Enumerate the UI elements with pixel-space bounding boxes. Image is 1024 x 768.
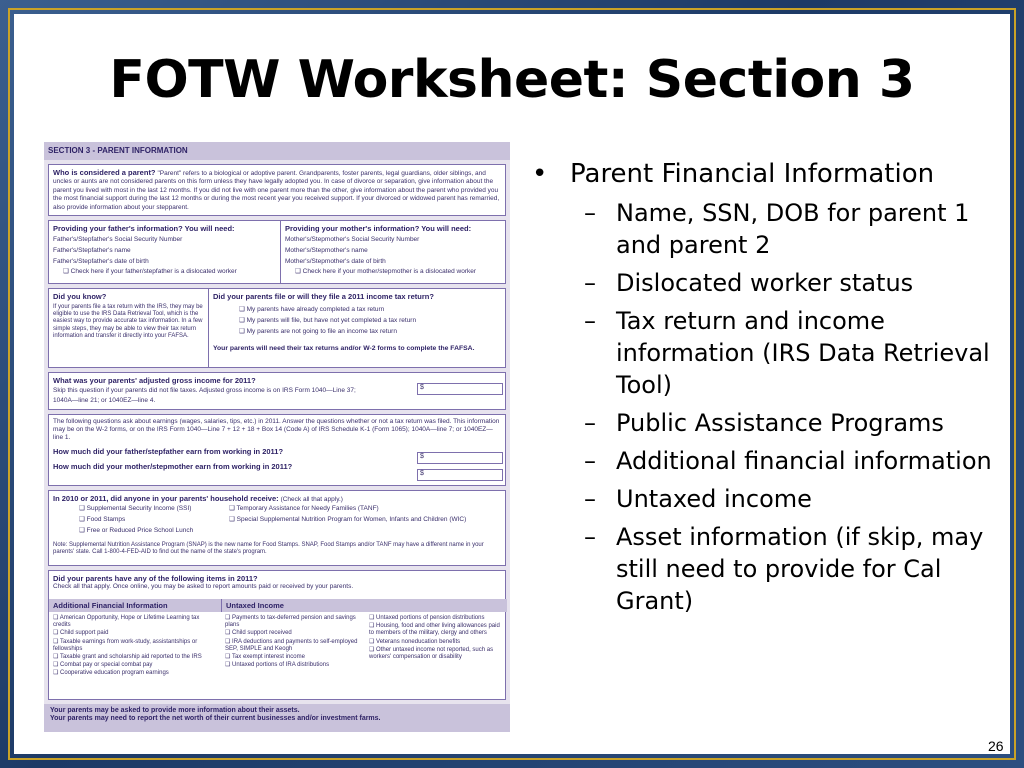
untaxed-checkbox[interactable]: ❑ IRA deductions and payments to self-employed SEP, SIMPLE and Keogh — [225, 639, 365, 653]
sub-bullet-text: Tax return and income information (IRS Data Retrieval Tool) — [616, 307, 990, 399]
benefits-left — [79, 505, 193, 534]
untaxed-checkbox[interactable]: ❑ Untaxed portions of pension distributions — [369, 615, 503, 622]
untaxed-checkbox[interactable]: ❑ Housing, food and other living allowances paid to members of the military, clergy and others — [369, 623, 503, 637]
agi-input[interactable]: $ — [417, 383, 503, 395]
agi-instructions-2: 1040A—line 21; or 1040EZ—line 4. — [53, 396, 156, 404]
additional-checkbox[interactable]: ❑ Taxable earnings from work-study, assistantships or fellowships — [53, 639, 217, 653]
untaxed-checkbox[interactable]: ❑ Other untaxed income not reported, such as workers' compensation or disability — [369, 647, 503, 661]
who-is-parent-box — [48, 164, 506, 216]
sub-bullet-text: Asset information (if skip, may still need to provide for Cal Grant) — [616, 523, 984, 615]
additional-list — [53, 615, 217, 678]
bullet-main-text: Parent Financial Information — [570, 159, 935, 189]
benefits-note: Note: Supplemental Nutrition Assistance Program (SNAP) is the new name for Food Stamps. SNAP, Food Stamps and/or TANF may have a different name in your parents' state. Call 1-800-4-FED-AID to find out the name of the state's program. — [53, 542, 484, 556]
sub-bullet — [530, 407, 1000, 439]
tax-return-note: Your parents will need their tax returns and/or W-2 forms to complete the FAFSA. — [213, 345, 475, 353]
father-earnings-question: How much did your father/stepfather earn from working in 2011? — [53, 447, 284, 457]
dash-icon: – — [584, 447, 596, 475]
untaxed-list-a — [225, 615, 365, 669]
dash-icon: – — [584, 485, 596, 513]
sub-bullet — [530, 521, 1000, 617]
sub-bullet — [530, 483, 1000, 515]
dash-icon: – — [584, 409, 596, 437]
benefits-box — [48, 490, 506, 566]
agi-instructions: Skip this question if your parents did not file taxes. Adjusted gross income is on IRS Form 1040—Line 37; — [53, 387, 356, 394]
benefit-checkbox[interactable]: ❑ Food Stamps — [79, 516, 193, 524]
benefit-checkbox[interactable]: ❑ Supplemental Security Income (SSI) — [79, 505, 193, 513]
benefit-checkbox[interactable]: ❑ Free or Reduced Price School Lunch — [79, 527, 193, 535]
father-mother-box — [48, 220, 506, 284]
sub-bullet-text: Name, SSN, DOB for parent 1 and parent 2 — [616, 199, 970, 259]
did-you-know-text: If your parents file a tax return with the IRS, they may be eligible to use the IRS Data Retrieval Tool, which is the easiest way to provide accurate tax information. In a few simple steps, they may be able to view their tax return information and transfer it directly into your FAFSA. — [53, 304, 203, 339]
file-tax-column — [209, 289, 507, 367]
mother-earnings-question: How much did your mother/stepmother earn from working in 2011? — [53, 462, 293, 472]
agi-head: What was your parents' adjusted gross income for 2011? — [53, 376, 256, 385]
benefits-head: In 2010 or 2011, did anyone in your parents' household receive: — [53, 494, 279, 503]
father-dislocated-checkbox[interactable]: ❑ Check here if your father/stepfather is a dislocated worker — [53, 268, 276, 276]
slide-number: 26 — [988, 738, 1004, 754]
father-earnings-input[interactable]: $ — [417, 452, 503, 464]
mother-dislocated-checkbox[interactable]: ❑ Check here if your mother/stepmother is a dislocated worker — [285, 268, 503, 276]
items-sub: Check all that apply. Once online, you may be asked to report amounts paid or received by your parents. — [53, 583, 354, 590]
benefits-head-note: (Check all that apply.) — [280, 496, 343, 503]
untaxed-head: Untaxed Income — [221, 599, 507, 612]
file-tax-head: Did your parents file or will they file a 2011 income tax return? — [213, 292, 434, 301]
mother-item: Mother's/Stepmother's date of birth — [285, 257, 386, 265]
assets-line-2: Your parents may need to report the net worth of their current businesses and/or investment farms. — [50, 715, 381, 723]
sub-bullet-text: Public Assistance Programs — [616, 409, 944, 437]
tax-option-checkbox[interactable]: ❑ My parents are not going to file an income tax return — [213, 328, 503, 336]
sub-bullet — [530, 267, 1000, 299]
untaxed-checkbox[interactable]: ❑ Child support received — [225, 630, 365, 637]
tax-option-checkbox[interactable]: ❑ My parents will file, but have not yet completed a tax return — [213, 317, 503, 325]
dash-icon: – — [584, 199, 596, 227]
sub-bullet — [530, 305, 1000, 401]
additional-checkbox[interactable]: ❑ Taxable grant and scholarship aid reported to the IRS — [53, 654, 217, 661]
slide-title: FOTW Worksheet: Section 3 — [109, 50, 915, 110]
benefits-right — [229, 505, 466, 524]
mother-item: Mother's/Stepmother's Social Security Number — [285, 236, 420, 243]
items-header — [49, 571, 505, 594]
additional-checkbox[interactable]: ❑ Cooperative education program earnings — [53, 670, 217, 677]
mother-earnings-input[interactable]: $ — [417, 469, 503, 481]
additional-checkbox[interactable]: ❑ American Opportunity, Hope or Lifetime Learning tax credits — [53, 615, 217, 629]
untaxed-checkbox[interactable]: ❑ Tax exempt interest income — [225, 654, 365, 661]
mother-head: Providing your mother's information? You will need: — [285, 224, 472, 233]
benefit-checkbox[interactable]: ❑ Special Supplemental Nutrition Program for Women, Infants and Children (WIC) — [229, 516, 466, 524]
father-item: Father's/Stepfather's name — [53, 246, 131, 254]
who-question: Who is considered a parent? — [53, 168, 156, 177]
bullet-list — [530, 158, 1000, 623]
worksheet-header: SECTION 3 - PARENT INFORMATION — [44, 142, 510, 160]
additional-checkbox[interactable]: ❑ Combat pay or special combat pay — [53, 662, 217, 669]
additional-head: Additional Financial Information — [49, 599, 221, 612]
father-column — [49, 221, 281, 283]
dash-icon: – — [584, 269, 596, 297]
mother-item: Mother's/Stepmother's name — [285, 246, 368, 254]
earnings-box — [48, 414, 506, 486]
untaxed-checkbox[interactable]: ❑ Veterans noneducation benefits — [369, 639, 503, 646]
earnings-text: The following questions ask about earnings (wages, salaries, tips, etc.) in 2011. Answer the questions whether or not a tax return was filed. This information may be on the W-2 forms, or on the IRS Form 1040—Line 7 + 12 + 18 + Box 14 (Code A) of IRS Schedule K-1 (Form 1065); 1040A—line 7; or 1040EZ—line 1. — [53, 418, 500, 441]
bullet-main — [530, 158, 1000, 191]
assets-footer — [44, 704, 510, 732]
tax-return-box — [48, 288, 506, 368]
father-item: Father's/Stepfather's date of birth — [53, 257, 149, 265]
sub-bullet — [530, 445, 1000, 477]
bullet-dot-icon: • — [532, 159, 548, 189]
tax-option-checkbox[interactable]: ❑ My parents have already completed a tax return — [213, 306, 503, 314]
father-item: Father's/Stepfather's Social Security Number — [53, 236, 183, 243]
untaxed-list-b — [369, 615, 503, 661]
who-text: "Parent" refers to a biological or adoptive parent. Grandparents, foster parents, legal guardians, older siblings, and uncles or aunts are not considered parents on this form unless they have legally adopted you. In case of divorce or separation, give information about the parent you lived with most in the last 12 months. If you did not live with one parent more than the other, give information about the parent who provided you the most financial support during the last 12 months or during the most recent year you received support. If your divorced or widowed parent has remarried, also provide information about your stepparent. — [53, 170, 500, 211]
untaxed-checkbox[interactable]: ❑ Untaxed portions of IRA distributions — [225, 662, 365, 669]
sub-bullet — [530, 197, 1000, 261]
additional-checkbox[interactable]: ❑ Child support paid — [53, 630, 217, 637]
mother-column — [281, 221, 507, 283]
assets-line-1: Your parents may be asked to provide more information about their assets. — [50, 707, 300, 714]
worksheet-section-3 — [44, 142, 510, 732]
untaxed-checkbox[interactable]: ❑ Payments to tax-deferred pension and savings plans — [225, 615, 365, 629]
father-head: Providing your father's information? You will need: — [53, 224, 235, 233]
sub-bullet-text: Dislocated worker status — [616, 269, 914, 297]
sub-bullet-text: Additional financial information — [616, 447, 992, 475]
dash-icon: – — [584, 307, 596, 335]
did-you-know-head: Did you know? — [53, 292, 107, 301]
items-box — [48, 570, 506, 700]
agi-box — [48, 372, 506, 410]
sub-bullet-text: Untaxed income — [616, 485, 812, 513]
did-you-know-column — [49, 289, 209, 367]
items-head: Did your parents have any of the following items in 2011? — [53, 574, 258, 583]
dash-icon: – — [584, 523, 596, 551]
benefit-checkbox[interactable]: ❑ Temporary Assistance for Needy Families (TANF) — [229, 505, 466, 513]
